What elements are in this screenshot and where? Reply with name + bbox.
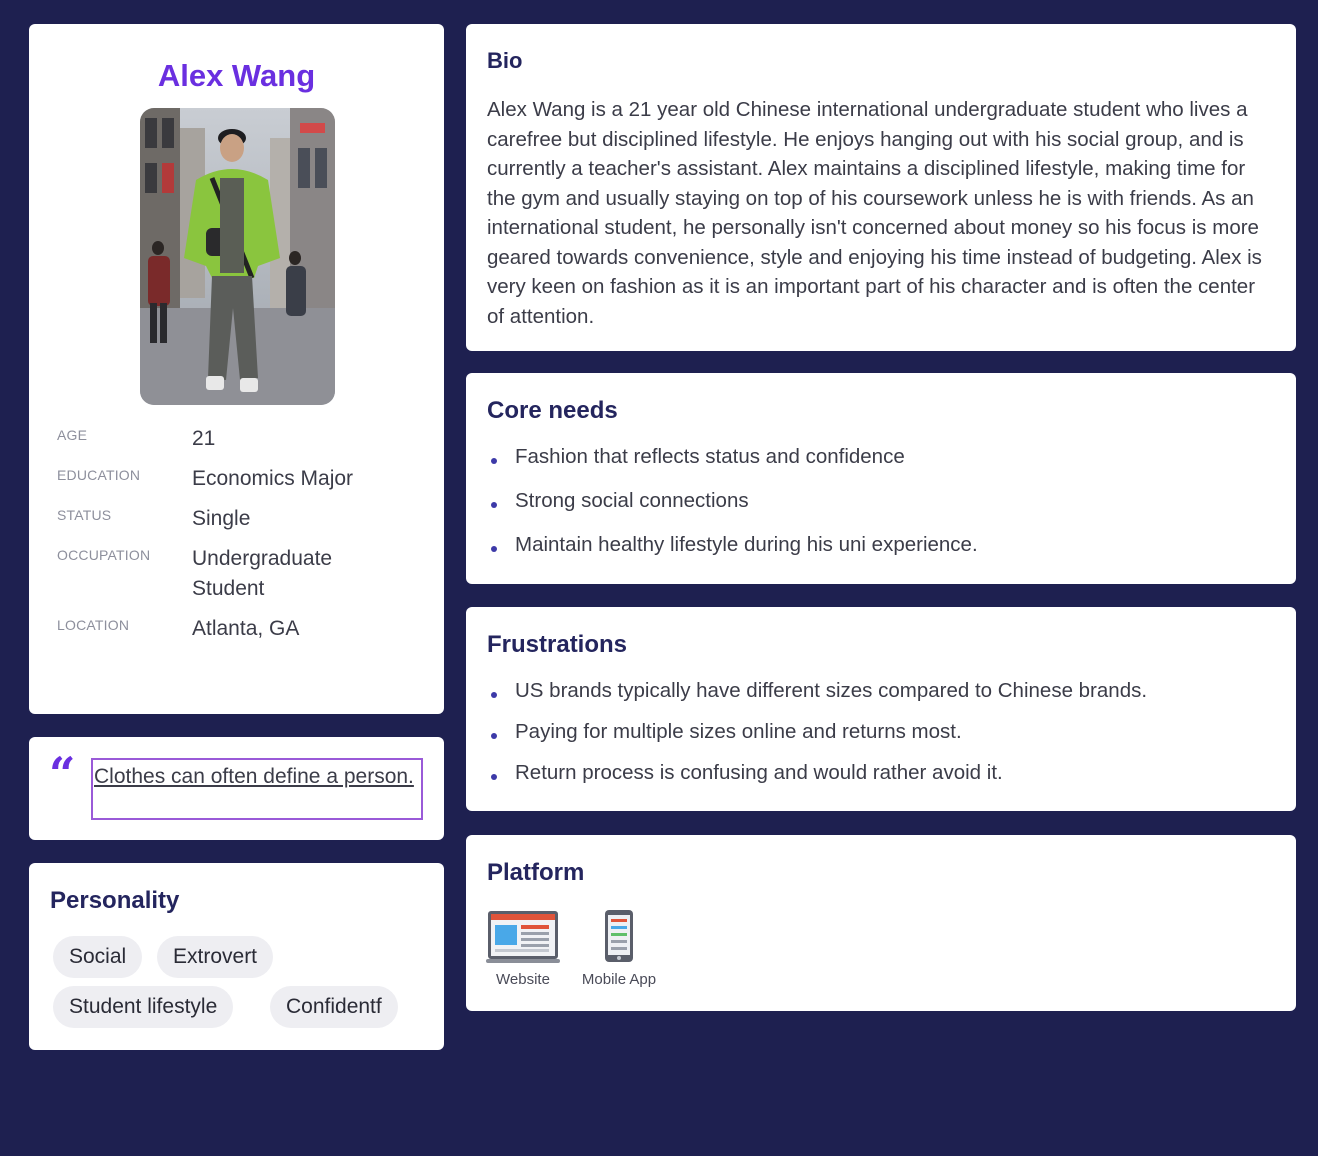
trait-chip-extrovert: Extrovert <box>157 936 273 978</box>
website-label: Website <box>496 971 550 988</box>
persona-photo <box>140 108 335 405</box>
persona-name: Alex Wang <box>157 58 316 93</box>
frustrations-card <box>466 607 1296 811</box>
bio-title: Bio <box>487 48 523 73</box>
occupation-value: Undergraduate Student <box>192 547 333 600</box>
website-icon <box>486 909 560 963</box>
personality-card <box>29 863 444 1050</box>
list-item: Strong social connections <box>487 489 978 533</box>
trait-chip-confident: Confidentf <box>270 986 398 1028</box>
bullet-icon <box>491 458 497 464</box>
mobile-app-icon <box>602 909 636 963</box>
platform-mobile-app <box>574 909 664 988</box>
age-label: AGE <box>57 427 88 443</box>
platform-website <box>486 909 560 988</box>
bullet-icon <box>491 502 497 508</box>
bullet-icon <box>491 692 497 698</box>
occupation-label: OCCUPATION <box>57 547 151 563</box>
bio-text: Alex Wang is a 21 year old Chinese international undergraduate student who lives a carefree but disciplined lifestyle. He enjoys hanging out with his social group, and is currently a teacher's assistant. Alex maintains a disciplined lifestyle, making time for the gym and usually staying on top of his coursework unless he is with friends. As an international student, he personally isn't concerned about money so his focus is more geared towards convenience, style and enjoying his time instead of budgeting. Alex is very keen on fashion as it is an important part of his character and is often the center of attention. <box>487 98 1262 328</box>
status-value: Single <box>192 507 251 530</box>
frustrations-list <box>487 679 1147 802</box>
mobile-app-label: Mobile App <box>581 971 657 988</box>
list-item: Return process is confusing and would rather avoid it. <box>487 761 1147 802</box>
platform-card <box>466 835 1296 1011</box>
core-needs-card <box>466 373 1296 584</box>
bullet-icon <box>491 774 497 780</box>
education-value: Economics Major <box>192 467 354 490</box>
list-item: US brands typically have different sizes compared to Chinese brands. <box>487 679 1147 720</box>
location-label: LOCATION <box>57 617 130 633</box>
location-value: Atlanta, GA <box>192 617 300 640</box>
list-item: Paying for multiple sizes online and returns most. <box>487 720 1147 761</box>
quote-card <box>29 737 444 840</box>
profile-card <box>29 24 444 714</box>
core-needs-list <box>487 445 978 577</box>
education-label: EDUCATION <box>57 467 141 483</box>
frustrations-title: Frustrations <box>487 631 628 658</box>
core-needs-title: Core needs <box>487 397 618 424</box>
platform-title: Platform <box>487 859 585 886</box>
age-value: 21 <box>192 427 216 450</box>
status-label: STATUS <box>57 507 112 523</box>
personality-title: Personality <box>50 887 180 914</box>
bio-card <box>466 24 1296 351</box>
bullet-icon <box>491 546 497 552</box>
quote-text[interactable]: Clothes can often define a person. <box>91 758 423 820</box>
quote-icon: “ <box>49 747 76 801</box>
list-item: Maintain healthy lifestyle during his uni experience. <box>487 533 978 577</box>
bullet-icon <box>491 733 497 739</box>
trait-chip-social: Social <box>53 936 142 978</box>
trait-chip-student-lifestyle: Student lifestyle <box>53 986 233 1028</box>
list-item: Fashion that reflects status and confidence <box>487 445 978 489</box>
